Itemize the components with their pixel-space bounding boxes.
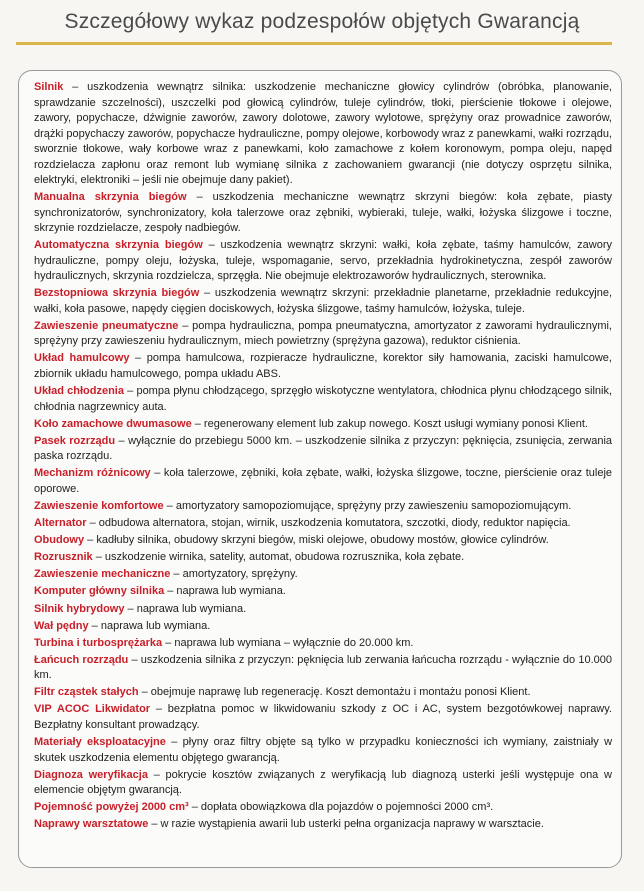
list-item [34, 768, 612, 799]
component-description: – odbudowa alternatora, stojan, wirnik, uszkodzenia komutatora, szczotki, diody, reduktor napięcia. [86, 517, 571, 530]
component-name: Obudowy [34, 534, 85, 547]
component-description: – pompa hydrauliczna, pompa pneumatyczna, amortyzator z zaworami hydraulicznymi, sprężyny przy zawieszeniu hydraulicznym, miech powietrzny (sprężyna gazowa), reduktor ciśnienia. [34, 319, 612, 348]
component-description: – bezpłatna pomoc w likwidowaniu szkody z OC i AC, system bezgotówkowej naprawy. Bezpłatny konsultant prowadzący. [34, 703, 612, 731]
list-item [34, 351, 612, 382]
component-name: Manualna skrzynia biegów [34, 191, 187, 204]
component-description: – amortyzatory samopoziomujące, sprężyny przy zawieszeniu samopoziomującym. [163, 499, 572, 512]
component-description: – naprawa lub wymiana – wyłącznie do 20.000 km. [162, 636, 414, 649]
title-underline [16, 42, 612, 45]
list-item [34, 636, 612, 652]
component-name: Naprawy warsztatowe [34, 818, 149, 831]
component-description: – pompa hamulcowa, rozpieracze hydrauliczne, korektor siły hamowania, zaciski hamulcowe, zbiornik układu hamulcowego, pompa układu ABS. [34, 352, 612, 380]
component-description: – pokrycie kosztów związanych z weryfikacją lub diagnozą usterki jeśli występuje ona w elemencie objętym gwarancją. [34, 768, 612, 797]
component-description: – uszkodzenia wewnątrz skrzyni: wałki, koła zębate, taśmy hamulców, zawory hydrauliczne, pompy oleju, łożyska, tuleje, wspomaganie, servo, przekładnia hydrokinetyczna, zespół zaworów hydraulicznych, skrzynia rozdzielcza, sprzęgła. Nie obejmuje elektrozaworów hydraulicznych, sterownika. [34, 239, 612, 283]
component-name: Bezstopniowa skrzynia biegów [34, 287, 200, 300]
component-description: – uszkodzenie wirnika, satelity, automat, obudowa rozrusznika, koła zębate. [92, 551, 465, 564]
component-description: – uszkodzenia wewnątrz skrzyni: przekładnie planetarne, przekładnie redukcyjne, wałki, koła pasowe, napędy cięgien dociskowych, łożyska ślizgowe, taśmy hamulców, łożyska, tuleje. [34, 287, 612, 315]
component-description: – płyny oraz filtry objęte są tylko w przypadku konieczności ich wymiany, zaistniały w skutek uszkodzenia elementu objętego gwarancją. [34, 736, 613, 764]
component-name: VIP ACOC Likwidator [34, 703, 151, 716]
component-name: Zawieszenie pneumatyczne [34, 319, 179, 332]
component-name: Alternator [34, 517, 87, 530]
list-item [34, 653, 612, 684]
list-item [34, 702, 612, 733]
list-item [34, 434, 612, 465]
list-item [34, 499, 612, 515]
component-name: Układ hamulcowy [34, 352, 130, 365]
list-item [34, 584, 612, 600]
component-name: Wał pędny [34, 619, 89, 632]
list-item [34, 417, 612, 433]
component-description: – uszkodzenia mechaniczne wewnątrz skrzyni biegów: koła zębate, piasty synchronizatorów, synchronizatory, koła talerzowe oraz zębniki, wybieraki, tuleje, wałki, łożyska ślizgowe i toczne, skrzynie rozdzielacze, zespoły nadbiegów. [34, 191, 612, 235]
component-description: – regenerowany element lub zakup nowego. Koszt usługi wymiany ponosi Klient. [191, 417, 588, 430]
component-name: Mechanizm różnicowy [34, 467, 151, 480]
list-item [34, 533, 612, 549]
component-description: – kadłuby silnika, obudowy skrzyni biegów, miski olejowe, obudowy mostów, głowice cylindrów. [84, 534, 549, 547]
component-name: Pasek rozrządu [34, 434, 116, 447]
component-description: – uszkodzenia wewnątrz silnika: uszkodzenie mechaniczne głowicy cylindrów (obróbka, planowanie, sprawdzanie szczelności), uszczelki pod głowicą cylindrów, tuleje cylindrów, tłoki, pierścienie tłokowe i olejowe, zawory, popychacze, dźwignie zaworów, zawory dolotowe, zawory wylotowe, sprężyny oraz prowadnice zaworów, drążki popychaczy zaworów, popychacze hydrauliczne, pompy olejowe, korbowody wraz z panewkami, wałki rozrządu, sworznie tłokowe, wały korbowe wraz z panewkami, koło zamachowe z kołem koronowym, pompa oleju, napęd rozdzielacza zapłonu oraz remont lub wymianę silnika z zachowaniem gwarancji (nie dotyczy osprzętu silnika, elektryki, elektroniki – jeśli nie obejmuje dany pakiet). [34, 81, 612, 186]
list-item [34, 286, 612, 317]
list-item [34, 80, 612, 189]
component-description: – dopłata obowiązkowa dla pojazdów o pojemności 2000 cm³. [188, 801, 494, 814]
component-description: – naprawa lub wymiana. [124, 602, 247, 615]
list-item [34, 550, 612, 566]
component-description: – w razie wystąpienia awarii lub usterki pełna organizacja naprawy w warsztacie. [148, 818, 544, 831]
component-description: – koła talerzowe, zębniki, koła zębate, wałki, łożyska ślizgowe, toczne, pierścienie oraz tuleje oporowe. [34, 467, 613, 495]
list-item [34, 567, 612, 583]
component-description: – uszkodzenia silnika z przyczyn: pęknięcia lub zerwania łańcucha rozrządu - wyłącznie do 10.000 km. [34, 653, 612, 682]
component-description: – obejmuje naprawę lub regenerację. Koszt demontażu i montażu ponosi Klient. [138, 686, 531, 699]
component-description: – naprawa lub wymiana. [88, 619, 211, 632]
list-item [34, 800, 612, 816]
component-name: Automatyczna skrzynia biegów [34, 239, 203, 252]
component-name: Silnik [34, 81, 64, 93]
list-item [34, 384, 612, 415]
component-name: Koło zamachowe dwumasowe [34, 417, 192, 430]
list-item [34, 516, 612, 532]
list-item [34, 735, 612, 766]
component-name: Zawieszenie mechaniczne [34, 568, 171, 581]
component-name: Pojemność powyżej 2000 cm³ [34, 801, 189, 814]
component-name: Filtr cząstek stałych [34, 686, 139, 699]
component-name: Zawieszenie komfortowe [34, 499, 164, 512]
component-name: Turbina i turbosprężarka [34, 636, 163, 649]
component-name: Diagnoza weryfikacja [34, 768, 148, 781]
component-name: Materiały eksploatacyjne [34, 736, 166, 749]
page-title: Szczegółowy wykaz podzespołów objętych Gwarancją [64, 10, 580, 33]
component-name: Układ chłodzenia [34, 385, 124, 398]
list-item [34, 685, 612, 701]
component-name: Rozrusznik [34, 551, 93, 564]
list-item [34, 319, 612, 350]
component-list [34, 80, 612, 834]
component-description: – wyłącznie do przebiegu 5000 km. – uszkodzenie silnika z przyczyn: pęknięcia, zsunięcia, zerwania paska rozrządu. [34, 434, 613, 463]
list-item [34, 466, 612, 497]
component-description: – naprawa lub wymiana. [164, 585, 286, 598]
component-name: Łańcuch rozrządu [34, 653, 129, 666]
component-description: – pompa płynu chłodzącego, sprzęgło wiskotyczne wentylatora, chłodnica płynu chłodzącego silnik, chłodnia nagrzewnicy auta. [34, 385, 613, 413]
component-description: – amortyzatory, sprężyny. [170, 568, 298, 581]
list-item [34, 190, 612, 237]
list-item [34, 602, 612, 618]
component-name: Komputer główny silnika [34, 585, 165, 598]
component-name: Silnik hybrydowy [34, 602, 125, 615]
list-item [34, 238, 612, 285]
list-item [34, 619, 612, 635]
list-item [34, 817, 612, 833]
